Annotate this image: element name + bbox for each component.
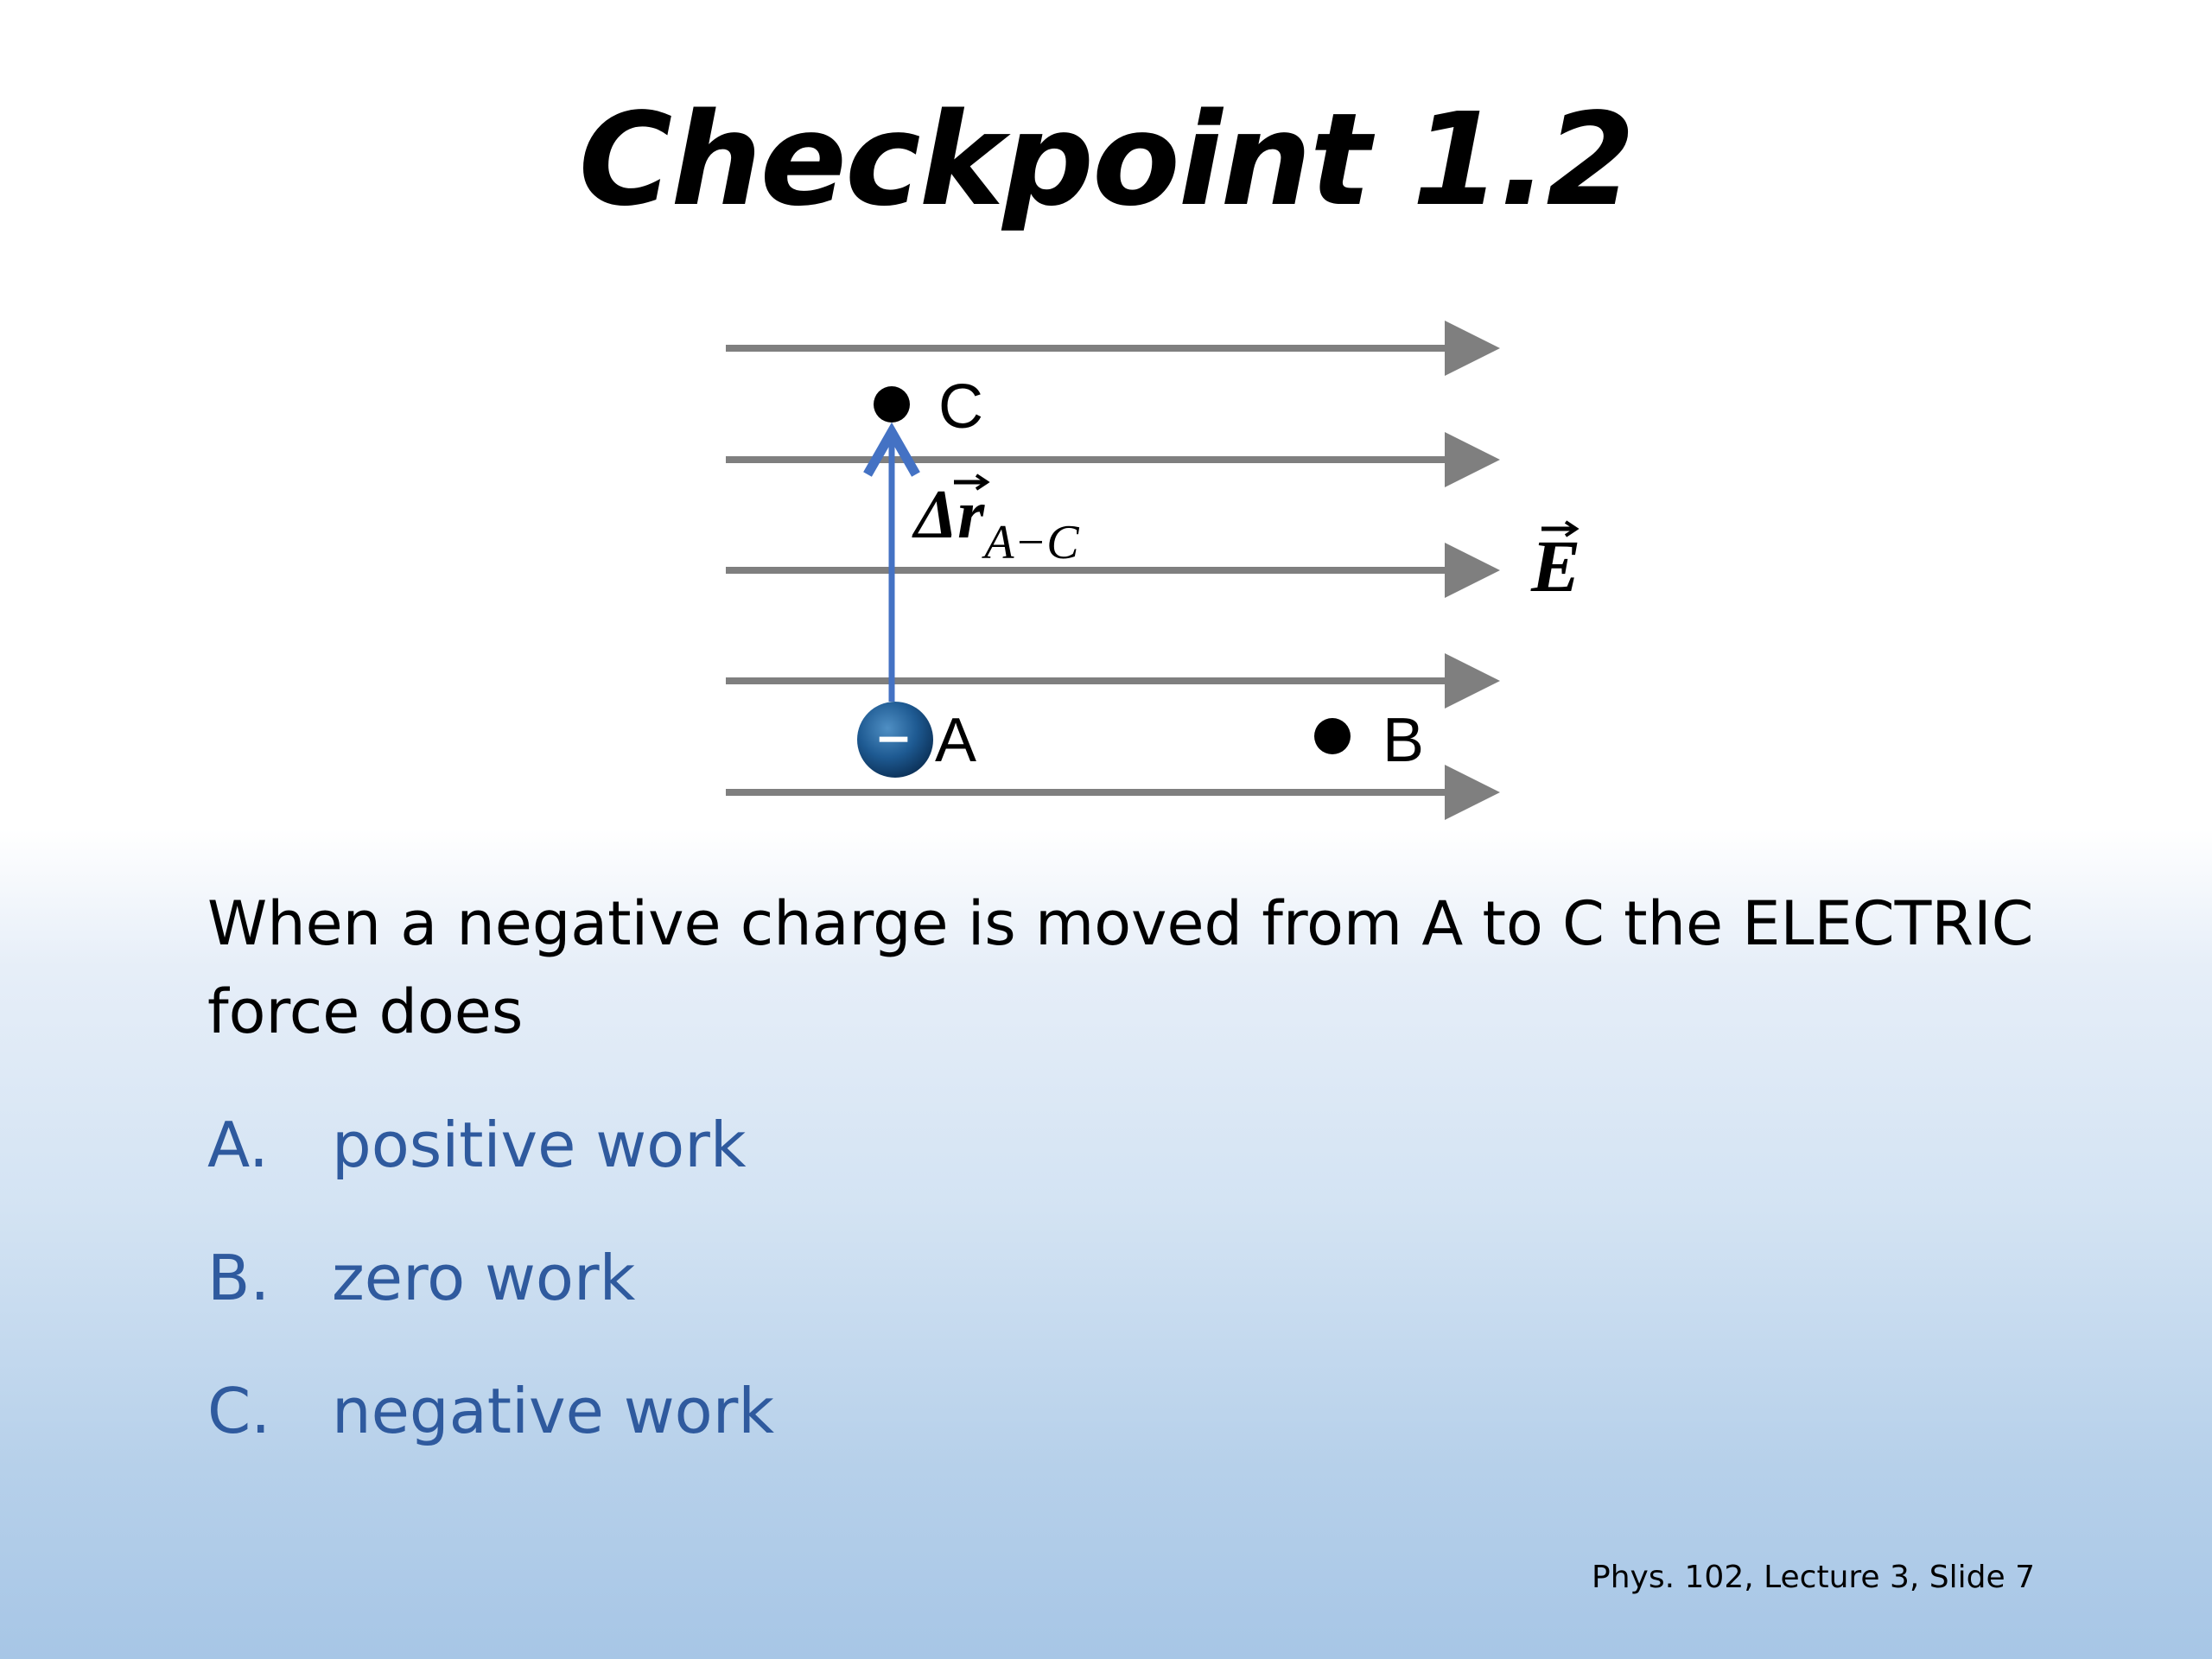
displacement-label	[912, 477, 1079, 569]
option-text: positive work	[332, 1109, 747, 1181]
displacement-subscript: A−C	[984, 516, 1079, 569]
option-text: zero work	[332, 1242, 636, 1314]
point-c-dot	[874, 386, 910, 423]
option-c[interactable]	[207, 1363, 774, 1497]
charge-sign: −	[874, 713, 912, 765]
field-label: E	[1531, 524, 1581, 607]
option-letter: C.	[207, 1375, 271, 1447]
option-a[interactable]	[207, 1097, 774, 1230]
slide-footer: Phys. 102, Lecture 3, Slide 7	[1592, 1560, 2035, 1595]
option-letter: B.	[207, 1242, 270, 1314]
option-letter: A.	[207, 1109, 269, 1181]
option-text: negative work	[332, 1375, 775, 1447]
point-b-label: B	[1382, 706, 1425, 775]
option-b[interactable]	[207, 1230, 774, 1363]
answer-options	[207, 1097, 774, 1497]
point-c-label: C	[938, 372, 983, 442]
question-text: When a negative charge is moved from A to C the ELECTRIC force does	[207, 888, 2034, 1047]
point-b-dot	[1314, 718, 1351, 754]
slide-title: Checkpoint 1.2	[578, 86, 1634, 234]
displacement-symbol: Δr	[914, 477, 985, 553]
point-a-label: A	[935, 706, 977, 775]
